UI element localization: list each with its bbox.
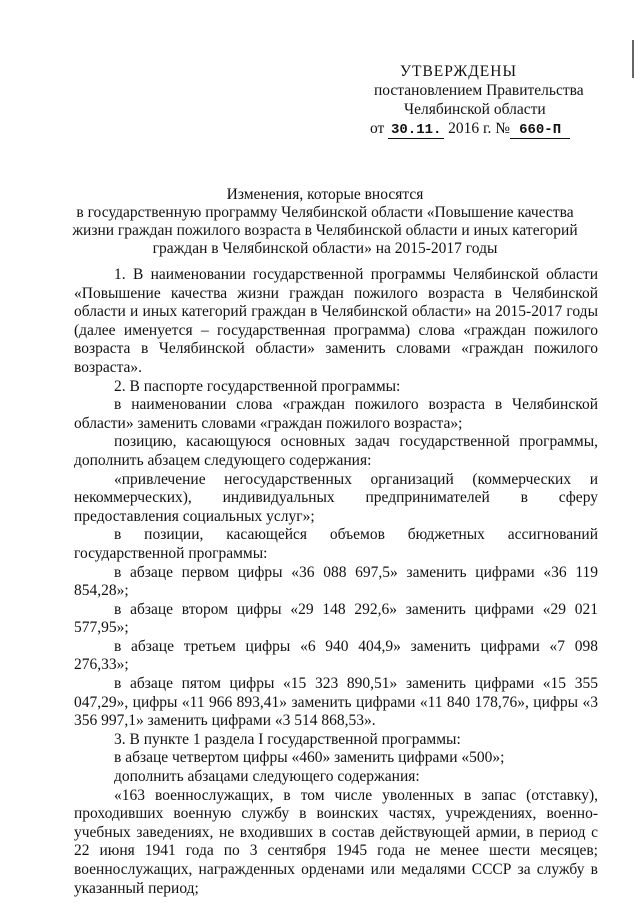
paragraph-item-1: 1. В наименовании государственной программы Челябинской области «Повышение качества жизни граждан пожилого возраста в Челябинской области и иных категорий граждан в Челябинской области» на 2015-2017 годы (далее именуется – государственная программа) слова «граждан пожилого возраста в Челябинской области» заменить словами «граждан пожилого возраста». xyxy=(74,266,598,376)
title-line: в государственную программу Челябинской области «Повышение качества xyxy=(76,204,574,221)
decree-number-field: 660-П xyxy=(510,122,570,139)
approval-stamp xyxy=(360,62,590,139)
paragraph: в абзаце втором цифры «29 148 292,6» заменить цифрами «29 021 577,95»; xyxy=(74,600,598,637)
date-day-field: 30.11. xyxy=(388,122,444,139)
paragraph-item-2: 2. В паспорте государственной программы: xyxy=(114,377,401,395)
title-line: граждан в Челябинской области» на 2015-2017 годы xyxy=(152,240,498,257)
paragraph: в абзаце третьем цифры «6 940 404,9» заменить цифрами «7 098 276,33»; xyxy=(74,637,598,674)
paragraph-item-3: 3. В пункте 1 раздела I государственной программы: xyxy=(114,730,461,748)
document-title xyxy=(70,186,580,258)
paragraph: в позиции, касающейся объемов бюджетных ассигнований государственной программы: xyxy=(74,526,598,562)
approval-title: УТВЕРЖДЕНЫ xyxy=(400,63,517,80)
paragraph: в абзаце четвертом цифры «460» заменить цифрами «500»; xyxy=(114,749,505,767)
paragraph: «привлечение негосударственных организаций (коммерческих и некоммерческих), индивидуальных предпринимателей в сферу предоставления социальных услуг»; xyxy=(74,470,598,525)
title-line: Изменения, которые вносятся xyxy=(226,186,424,203)
approval-date-line xyxy=(370,119,590,139)
scan-edge-mark xyxy=(632,40,634,78)
paragraph: позицию, касающуюся основных задач государственной программы, дополнить абзацем следующего содержания: xyxy=(74,433,598,469)
paragraph: в наименовании слова «граждан пожилого возраста в Челябинской области» заменить словами «граждан пожилого возраста»; xyxy=(74,396,598,432)
title-line: жизни граждан пожилого возраста в Челябинской области и иных категорий xyxy=(72,222,578,239)
date-prefix: от xyxy=(370,120,385,137)
document-body xyxy=(74,266,598,898)
date-year: 2016 г. № xyxy=(448,120,511,137)
paragraph: «163 военнослужащих, в том числе уволенных в запас (отставку), проходивших военную службу в воинских частях, учреждениях, военно-учебных заведениях, не входивших в состав действующей армии, в период с 22 июня 1941 года по 3 сентября 1945 года не менее шести месяцев; военнослужащих, награжденных орденами или медалями СССР за службу в указанный период; xyxy=(74,786,598,897)
approval-line-2: постановлением Правительства xyxy=(374,82,584,99)
paragraph: в абзаце первом цифры «36 088 697,5» заменить цифрами «36 119 854,28»; xyxy=(74,563,598,600)
paragraph: дополнить абзацами следующего содержания: xyxy=(114,768,420,786)
approval-line-3: Челябинской области xyxy=(404,101,546,118)
paragraph: в абзаце пятом цифры «15 323 890,51» заменить цифрами «15 355 047,29», цифры «11 966 893,41» заменить цифрами «11 840 178,76», цифры «3 356 997,1» заменить цифрами «3 514 868,53». xyxy=(74,675,598,730)
